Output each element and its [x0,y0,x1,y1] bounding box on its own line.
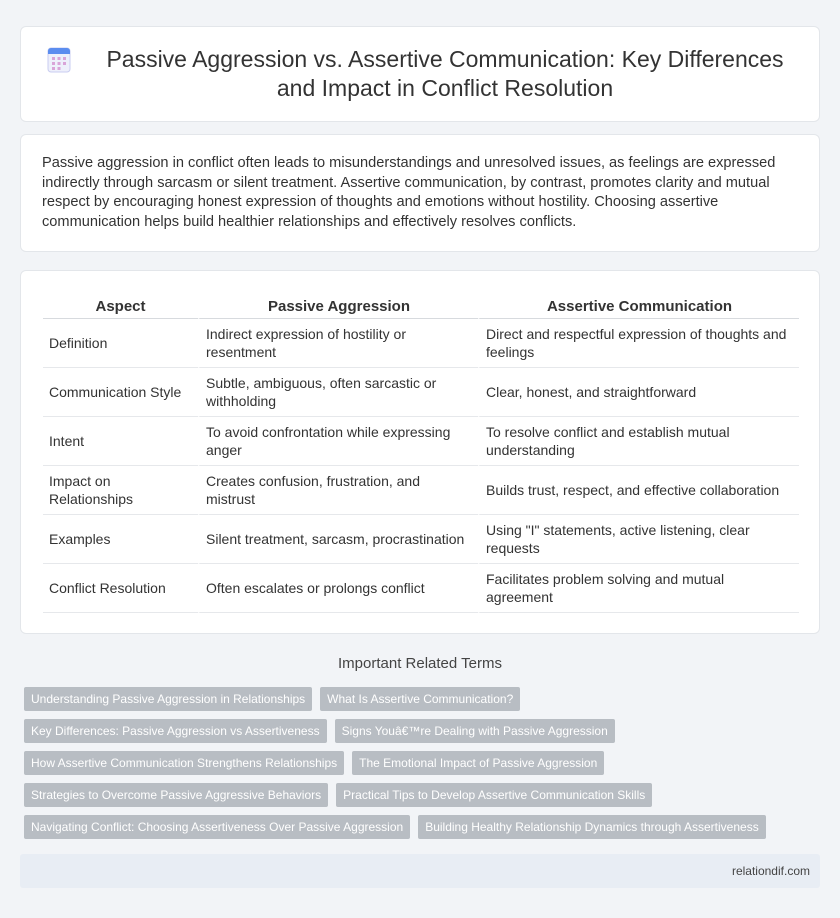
table-cell: Facilitates problem solving and mutual agreement [478,564,799,613]
table-cell: Intent [43,417,198,466]
table-cell: Builds trust, respect, and effective collaboration [478,466,799,515]
page-title: Passive Aggression vs. Assertive Communication: Key Differences and Impact in Conflict Resolution [106,46,784,101]
table-cell: Clear, honest, and straightforward [478,368,799,417]
table-cell: Often escalates or prolongs conflict [198,564,478,613]
intro-paragraph: Passive aggression in conflict often leads to misunderstandings and unresolved issues, as feelings are expressed indirectly through sarcasm or silent treatment. Assertive communication, by contrast, promotes clarity and mutual respect by encouraging honest expression of thoughts and emotions without hostility. Choosing assertive communication helps build healthier relationships and effectively resolves conflicts. [42,155,776,230]
tag-row [24,815,804,839]
site-name[interactable]: relationdif.com [731,864,810,878]
table-cell: Direct and respectful expression of thoughts and feelings [478,319,799,368]
intro-card [20,134,820,252]
table-cell: Silent treatment, sarcasm, procrastination [198,515,478,564]
table-cell: Conflict Resolution [43,564,198,613]
column-header-passive-aggression: Passive Aggression [198,295,478,319]
table-cell: Subtle, ambiguous, often sarcastic or withholding [198,368,478,417]
document-icon [47,47,71,73]
table-cell: To resolve conflict and establish mutual understanding [478,417,799,466]
related-term-link[interactable]: Key Differences: Passive Aggression vs Assertiveness [24,719,327,743]
comparison-table-card [20,270,820,634]
related-terms-title: Important Related Terms [338,655,502,672]
table-row [43,319,799,368]
table-cell: To avoid confrontation while expressing anger [198,417,478,466]
table-cell: Indirect expression of hostility or resentment [198,319,478,368]
footer [20,854,820,888]
table-row [43,466,799,515]
column-header-assertive-communication: Assertive Communication [478,295,799,319]
related-term-link[interactable]: Strategies to Overcome Passive Aggressive Behaviors [24,783,328,807]
related-term-link[interactable]: How Assertive Communication Strengthens Relationships [24,751,344,775]
related-term-link[interactable]: What Is Assertive Communication? [320,687,520,711]
related-term-link[interactable]: Practical Tips to Develop Assertive Communication Skills [336,783,652,807]
related-term-link[interactable]: The Emotional Impact of Passive Aggression [352,751,604,775]
table-cell: Using "I" statements, active listening, clear requests [478,515,799,564]
tag-row [24,687,804,711]
table-cell: Impact on Relationships [43,466,198,515]
table-cell: Definition [43,319,198,368]
table-row [43,417,799,466]
related-term-link[interactable]: Understanding Passive Aggression in Relationships [24,687,312,711]
table-row [43,368,799,417]
related-term-link[interactable]: Signs Youâ€™re Dealing with Passive Aggression [335,719,615,743]
table-cell: Creates confusion, frustration, and mistrust [198,466,478,515]
related-term-link[interactable]: Building Healthy Relationship Dynamics through Assertiveness [418,815,766,839]
column-header-aspect: Aspect [43,295,198,319]
table-cell: Communication Style [43,368,198,417]
table-header-row [43,295,799,319]
related-term-link[interactable]: Navigating Conflict: Choosing Assertiveness Over Passive Aggression [24,815,410,839]
table-row [43,564,799,613]
comparison-table [43,295,799,613]
tag-row [24,751,804,775]
table-row [43,515,799,564]
header-card [20,26,820,122]
tag-row [24,719,804,743]
table-cell: Examples [43,515,198,564]
related-terms-list [24,687,804,847]
tag-row [24,783,804,807]
